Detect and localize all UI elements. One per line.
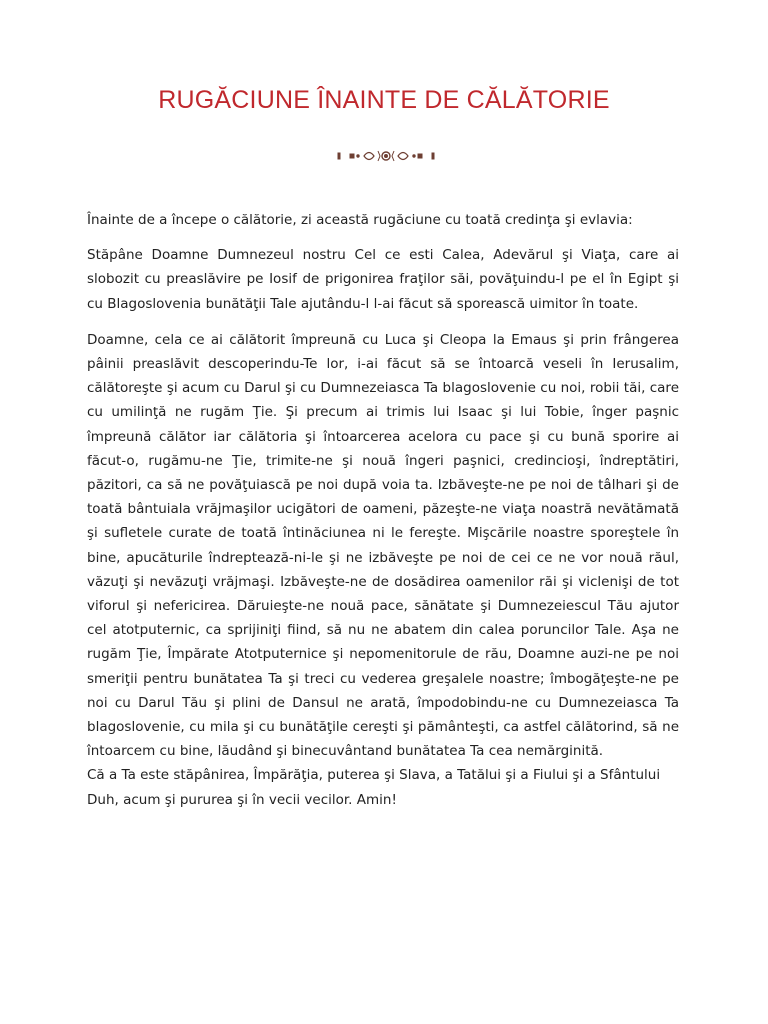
page-title: RUGĂCIUNE ÎNAINTE DE CĂLĂTORIE [158, 86, 610, 114]
closing-paragraph: Că a Ta este stăpânirea, Împărăţia, puterea şi Slava, a Tatălui şi a Fiului şi a Sfântului Duh, acum şi pururea şi în vecii vecilor. Amin! [87, 767, 661, 808]
document-body [87, 208, 679, 812]
prayer-paragraph-2: Doamne, cela ce ai călătorit împreună cu Luca şi Cleopa la Emaus şi prin frângerea pâinii preaslăvit descoperindu-Te lor, i-ai făcut să se întoarcă veseli în Ierusalim, călătoreşte şi acum cu Darul şi cu Dumnezeiasca Ta blagoslovenie cu noi, robii tăi, care cu umilinţă ne rugăm Ţie. Şi precum ai trimis lui Isaac şi lui Tobie, înger paşnic împreună călător iar călătoria şi întoarcerea acelora cu pace şi cu bună sporire ai făcut-o, rugămu-ne Ţie, trimite-ne şi nouă îngeri paşnici, credincioşi, îndreptătiri, păzitori, ca să ne povăţuiască pe noi după voia ta. Izbăveşte-ne pe noi de tâlhari şi de toată bântuiala vrăjmaşilor ucigători de oameni, păzeşte-ne viaţa noastră nevătămată şi sufletele curate de toată întinăciunea ni le fereşte. Mişcările noastre sporeştele în bine, apucăturile îndreptează-ni-le şi ne izbăveşte pe noi de cei ce ne vor nouă răul, văzuţi şi nevăzuţi vrăjmaşi. Izbăveşte-ne de dosădirea oamenilor răi şi viclenişi de tot viforul şi nefericirea. Dăruieşte-ne nouă pace, sănătate şi Dumnezeiescul Tău ajutor cel atotputernic, ca sprijiniţi fiind, să nu ne abatem din calea poruncilor Tale. Aşa ne rugăm Ţie, Împărate Atotputernice şi nepomenitorule de rău, Doamne auzi-ne pe noi smeriţii pentru bunătatea Ta şi treci cu vederea greşalele noastre; îmbogăţeşte-ne pe noi cu Darul Tău şi plini de Dansul ne arată, împodobindu-ne cu Dumnezeiasca Ta blagoslovenie, cu mila şi cu bunătăţile cereşti şi pământeşti, ca astfel călătorind, să ne întoarcem cu bine, lăudând şi binecuvântand bunătatea Ta cea nemărginită. [87, 331, 679, 760]
ornament-divider-icon [254, 145, 518, 167]
prayer-paragraph-1: Stăpâne Doamne Dumnezeul nostru Cel ce esti Calea, Adevărul şi Viaţa, care ai slobozit cu preaslăvire pe Iosif de prigonirea fraţilor săi, povăţuindu-l pe el în Egipt şi cu Blagoslovenia bunătăţii Tale ajutându-l l-ai făcut să sporească uimitor în toate. [87, 247, 679, 312]
intro-paragraph: Înainte de a începe o călătorie, zi această rugăciune cu toată credinţa şi evlavia: [87, 212, 633, 228]
